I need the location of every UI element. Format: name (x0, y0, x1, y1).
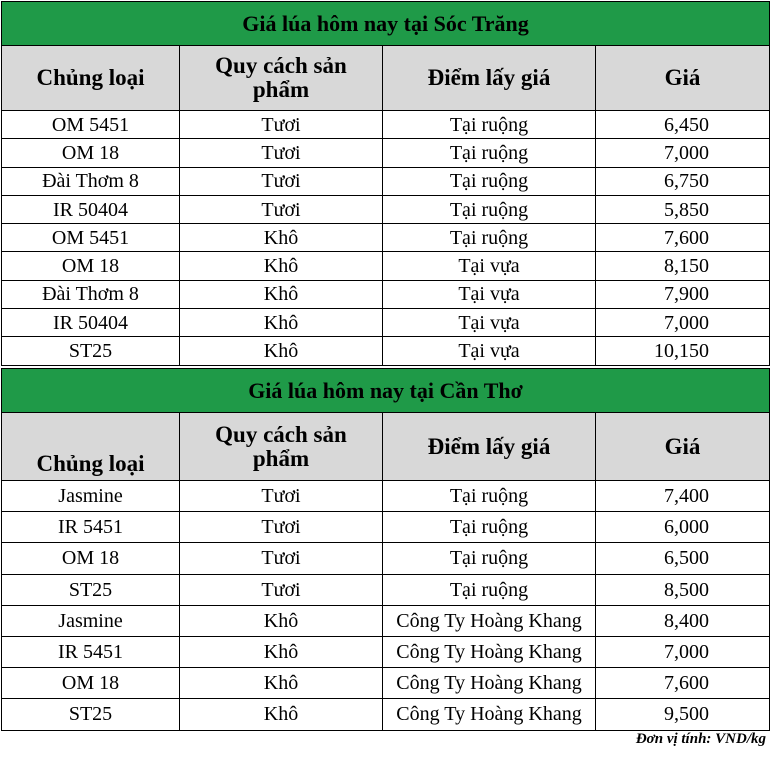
location-cell: Tại ruộng (383, 195, 596, 223)
column-header-spec: Quy cách sản phẩm (180, 413, 383, 481)
table-row (2, 543, 770, 574)
column-header-location: Điểm lấy giá (383, 413, 596, 481)
price-cell: 5,850 (596, 195, 770, 223)
price-cell: 6,450 (596, 111, 770, 139)
table-row (2, 337, 770, 365)
table-row (2, 195, 770, 223)
price-cell: 7,000 (596, 139, 770, 167)
spec-cell: Tươi (180, 512, 383, 543)
unit-note: Đơn vị tính: VND/kg (635, 731, 766, 747)
table-row (2, 167, 770, 195)
spec-cell: Khô (180, 252, 383, 280)
variety-cell: ST25 (2, 337, 180, 365)
can-tho-price-table (1, 368, 770, 731)
table-row (2, 699, 770, 730)
price-cell: 7,000 (596, 309, 770, 337)
location-cell: Tại ruộng (383, 574, 596, 605)
spec-cell: Khô (180, 699, 383, 730)
variety-cell: ST25 (2, 574, 180, 605)
price-cell: 6,750 (596, 167, 770, 195)
location-cell: Tại ruộng (383, 543, 596, 574)
column-header-location: Điểm lấy giá (383, 46, 596, 111)
table-row (2, 512, 770, 543)
location-cell: Tại ruộng (383, 139, 596, 167)
spec-cell: Tươi (180, 574, 383, 605)
table-title: Giá lúa hôm nay tại Sóc Trăng (2, 2, 770, 46)
variety-cell: Jasmine (2, 605, 180, 636)
table-row (2, 111, 770, 139)
price-cell: 6,000 (596, 512, 770, 543)
variety-cell: Đài Thơm 8 (2, 280, 180, 308)
table-row (2, 605, 770, 636)
variety-cell: OM 18 (2, 543, 180, 574)
variety-cell: Đài Thơm 8 (2, 167, 180, 195)
table-row (2, 224, 770, 252)
price-cell: 7,000 (596, 636, 770, 667)
spec-cell: Khô (180, 280, 383, 308)
column-header-price: Giá (596, 46, 770, 111)
table-title: Giá lúa hôm nay tại Cần Thơ (2, 369, 770, 413)
variety-cell: IR 50404 (2, 195, 180, 223)
variety-cell: OM 18 (2, 668, 180, 699)
location-cell: Tại vựa (383, 280, 596, 308)
location-cell: Công Ty Hoàng Khang (383, 699, 596, 730)
location-cell: Tại ruộng (383, 167, 596, 195)
table-row (2, 636, 770, 667)
spec-cell: Khô (180, 309, 383, 337)
spec-cell: Tươi (180, 167, 383, 195)
location-cell: Công Ty Hoàng Khang (383, 636, 596, 667)
spec-cell: Tươi (180, 111, 383, 139)
column-header-price: Giá (596, 413, 770, 481)
spec-cell: Khô (180, 636, 383, 667)
variety-cell: Jasmine (2, 481, 180, 512)
location-cell: Tại vựa (383, 252, 596, 280)
price-cell: 7,900 (596, 280, 770, 308)
spec-cell: Khô (180, 668, 383, 699)
location-cell: Tại ruộng (383, 481, 596, 512)
price-cell: 7,600 (596, 224, 770, 252)
table-row (2, 668, 770, 699)
variety-cell: OM 5451 (2, 111, 180, 139)
spec-cell: Tươi (180, 139, 383, 167)
price-cell: 8,500 (596, 574, 770, 605)
variety-cell: OM 5451 (2, 224, 180, 252)
table-row (2, 481, 770, 512)
price-cell: 8,400 (596, 605, 770, 636)
column-header-variety: Chủng loại (2, 413, 180, 481)
table-row (2, 139, 770, 167)
price-cell: 10,150 (596, 337, 770, 365)
table-row (2, 280, 770, 308)
variety-cell: IR 5451 (2, 512, 180, 543)
spec-cell: Khô (180, 224, 383, 252)
variety-cell: IR 5451 (2, 636, 180, 667)
table-body (2, 481, 770, 731)
variety-cell: ST25 (2, 699, 180, 730)
location-cell: Tại vựa (383, 337, 596, 365)
location-cell: Tại ruộng (383, 224, 596, 252)
column-header-variety: Chủng loại (2, 46, 180, 111)
soc-trang-price-table (1, 1, 770, 366)
price-cell: 6,500 (596, 543, 770, 574)
table-row (2, 574, 770, 605)
column-header-spec: Quy cách sản phẩm (180, 46, 383, 111)
table-row (2, 309, 770, 337)
price-cell: 8,150 (596, 252, 770, 280)
location-cell: Công Ty Hoàng Khang (383, 668, 596, 699)
spec-cell: Khô (180, 337, 383, 365)
variety-cell: OM 18 (2, 139, 180, 167)
table-row (2, 252, 770, 280)
spec-cell: Tươi (180, 481, 383, 512)
spec-cell: Tươi (180, 195, 383, 223)
spec-cell: Khô (180, 605, 383, 636)
table-body (2, 111, 770, 366)
variety-cell: OM 18 (2, 252, 180, 280)
price-cell: 7,600 (596, 668, 770, 699)
price-cell: 7,400 (596, 481, 770, 512)
price-cell: 9,500 (596, 699, 770, 730)
variety-cell: IR 50404 (2, 309, 180, 337)
location-cell: Tại vựa (383, 309, 596, 337)
location-cell: Tại ruộng (383, 111, 596, 139)
location-cell: Tại ruộng (383, 512, 596, 543)
location-cell: Công Ty Hoàng Khang (383, 605, 596, 636)
spec-cell: Tươi (180, 543, 383, 574)
